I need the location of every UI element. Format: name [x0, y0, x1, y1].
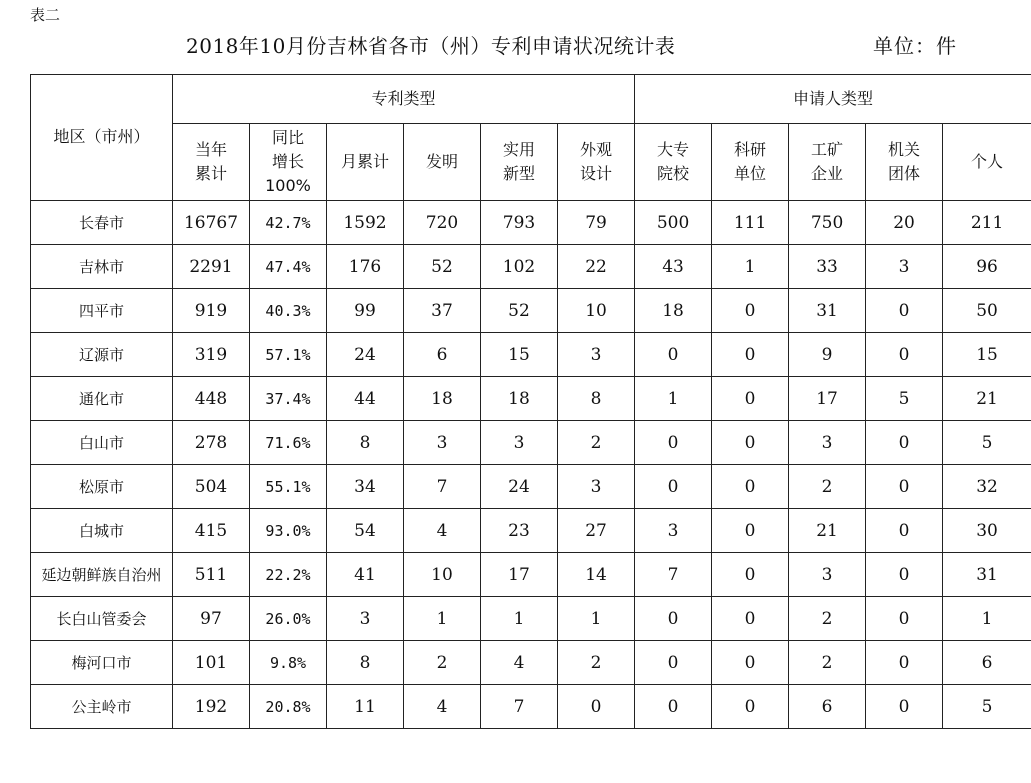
table-cell: 6 — [789, 685, 866, 729]
table-cell: 31 — [943, 553, 1031, 597]
table-cell: 20 — [866, 201, 943, 245]
table-cell: 111 — [712, 201, 789, 245]
table-cell: 9.8% — [250, 641, 327, 685]
table-cell: 79 — [558, 201, 635, 245]
table-cell: 415 — [173, 509, 250, 553]
table-cell: 50 — [943, 289, 1031, 333]
table-cell: 3 — [789, 553, 866, 597]
table-cell: 3 — [558, 465, 635, 509]
table-cell: 2 — [789, 641, 866, 685]
table-cell: 54 — [327, 509, 404, 553]
table-cell: 97 — [173, 597, 250, 641]
table-cell: 0 — [635, 641, 712, 685]
table-cell: 11 — [327, 685, 404, 729]
table-cell: 2 — [404, 641, 481, 685]
table-cell: 8 — [327, 421, 404, 465]
table-cell: 52 — [404, 245, 481, 289]
table-cell: 52 — [481, 289, 558, 333]
table-cell: 3 — [635, 509, 712, 553]
table-cell: 96 — [943, 245, 1031, 289]
table-cell: 3 — [481, 421, 558, 465]
table-cell: 24 — [481, 465, 558, 509]
table-cell: 3 — [327, 597, 404, 641]
table-cell: 0 — [866, 553, 943, 597]
table-cell: 0 — [635, 597, 712, 641]
region-cell: 长白山管委会 — [31, 597, 173, 641]
table-cell: 319 — [173, 333, 250, 377]
table-cell: 26.0% — [250, 597, 327, 641]
table-row — [31, 245, 1031, 289]
table-cell: 41 — [327, 553, 404, 597]
table-cell: 43 — [635, 245, 712, 289]
table-cell: 27 — [558, 509, 635, 553]
table-cell: 0 — [635, 465, 712, 509]
region-cell: 吉林市 — [31, 245, 173, 289]
table-cell: 20.8% — [250, 685, 327, 729]
table-cell: 18 — [635, 289, 712, 333]
table-cell: 7 — [404, 465, 481, 509]
table-cell: 0 — [866, 421, 943, 465]
table-cell: 1 — [558, 597, 635, 641]
table-cell: 500 — [635, 201, 712, 245]
table-cell: 5 — [943, 421, 1031, 465]
table-cell: 0 — [712, 597, 789, 641]
monthly-total-header: 月累计 — [327, 124, 404, 201]
table-cell: 720 — [404, 201, 481, 245]
table-cell: 176 — [327, 245, 404, 289]
table-cell: 10 — [404, 553, 481, 597]
table-cell: 2 — [558, 641, 635, 685]
annual-total-header: 当年 累计 — [173, 124, 250, 201]
table-cell: 5 — [943, 685, 1031, 729]
table-row — [31, 553, 1031, 597]
table-cell: 0 — [866, 685, 943, 729]
table-cell: 2 — [789, 597, 866, 641]
patent-statistics-table — [30, 74, 1031, 729]
table-cell: 2 — [558, 421, 635, 465]
region-cell: 公主岭市 — [31, 685, 173, 729]
table-cell: 0 — [635, 421, 712, 465]
region-cell: 辽源市 — [31, 333, 173, 377]
table-cell: 33 — [789, 245, 866, 289]
table-cell: 3 — [404, 421, 481, 465]
table-cell: 4 — [481, 641, 558, 685]
table-cell: 102 — [481, 245, 558, 289]
table-cell: 0 — [635, 333, 712, 377]
table-row — [31, 421, 1031, 465]
individual-header: 个人 — [943, 124, 1031, 201]
table-cell: 32 — [943, 465, 1031, 509]
table-cell: 0 — [712, 289, 789, 333]
table-cell: 0 — [635, 685, 712, 729]
table-cell: 99 — [327, 289, 404, 333]
table-cell: 0 — [712, 641, 789, 685]
table-cell: 71.6% — [250, 421, 327, 465]
region-cell: 白城市 — [31, 509, 173, 553]
table-cell: 0 — [712, 685, 789, 729]
table-cell: 0 — [558, 685, 635, 729]
region-cell: 四平市 — [31, 289, 173, 333]
table-cell: 750 — [789, 201, 866, 245]
table-cell: 0 — [712, 465, 789, 509]
table-cell: 1 — [404, 597, 481, 641]
region-header: 地区（市州） — [31, 75, 173, 201]
yoy-growth-header: 同比 增长 100% — [250, 124, 327, 201]
table-row — [31, 597, 1031, 641]
region-cell: 白山市 — [31, 421, 173, 465]
table-cell: 448 — [173, 377, 250, 421]
table-cell: 919 — [173, 289, 250, 333]
table-cell: 4 — [404, 685, 481, 729]
table-row — [31, 377, 1031, 421]
table-cell: 192 — [173, 685, 250, 729]
table-cell: 24 — [327, 333, 404, 377]
table-cell: 3 — [866, 245, 943, 289]
table-cell: 37 — [404, 289, 481, 333]
table-cell: 22.2% — [250, 553, 327, 597]
table-row — [31, 201, 1031, 245]
table-cell: 3 — [789, 421, 866, 465]
table-cell: 1 — [481, 597, 558, 641]
table-cell: 30 — [943, 509, 1031, 553]
invention-header: 发明 — [404, 124, 481, 201]
table-cell: 9 — [789, 333, 866, 377]
table-cell: 0 — [712, 377, 789, 421]
table-row — [31, 685, 1031, 729]
design-header: 外观 设计 — [558, 124, 635, 201]
table-cell: 0 — [712, 333, 789, 377]
table-row — [31, 289, 1031, 333]
table-cell: 57.1% — [250, 333, 327, 377]
table-cell: 2 — [789, 465, 866, 509]
table-cell: 17 — [481, 553, 558, 597]
table-cell: 34 — [327, 465, 404, 509]
table-cell: 101 — [173, 641, 250, 685]
table-cell: 44 — [327, 377, 404, 421]
table-cell: 278 — [173, 421, 250, 465]
table-cell: 23 — [481, 509, 558, 553]
table-cell: 0 — [712, 421, 789, 465]
table-cell: 1 — [712, 245, 789, 289]
table-cell: 7 — [635, 553, 712, 597]
table-cell: 31 — [789, 289, 866, 333]
table-cell: 21 — [789, 509, 866, 553]
table-cell: 0 — [712, 553, 789, 597]
table-cell: 10 — [558, 289, 635, 333]
table-cell: 55.1% — [250, 465, 327, 509]
table-cell: 6 — [404, 333, 481, 377]
table-cell: 8 — [327, 641, 404, 685]
table-cell: 40.3% — [250, 289, 327, 333]
table-label: 表二 — [30, 6, 61, 24]
region-cell: 梅河口市 — [31, 641, 173, 685]
table-cell: 14 — [558, 553, 635, 597]
table-cell: 1 — [635, 377, 712, 421]
table-cell: 0 — [866, 333, 943, 377]
table-cell: 7 — [481, 685, 558, 729]
table-cell: 6 — [943, 641, 1031, 685]
table-cell: 15 — [481, 333, 558, 377]
table-cell: 0 — [866, 641, 943, 685]
table-cell: 0 — [866, 597, 943, 641]
patent-type-group-header: 专利类型 — [173, 75, 635, 124]
unit-label: 单位：件 — [873, 34, 957, 58]
region-cell: 通化市 — [31, 377, 173, 421]
table-cell: 42.7% — [250, 201, 327, 245]
applicant-type-group-header: 申请人类型 — [635, 75, 1031, 124]
table-cell: 0 — [712, 509, 789, 553]
table-cell: 504 — [173, 465, 250, 509]
table-cell: 793 — [481, 201, 558, 245]
table-cell: 211 — [943, 201, 1031, 245]
table-cell: 47.4% — [250, 245, 327, 289]
enterprise-header: 工矿 企业 — [789, 124, 866, 201]
table-cell: 4 — [404, 509, 481, 553]
table-cell: 0 — [866, 509, 943, 553]
region-cell: 长春市 — [31, 201, 173, 245]
table-cell: 17 — [789, 377, 866, 421]
table-cell: 16767 — [173, 201, 250, 245]
document-title: 2018年10月份吉林省各市（州）专利申请状况统计表 — [186, 34, 676, 58]
table-row — [31, 465, 1031, 509]
table-cell: 15 — [943, 333, 1031, 377]
table-cell: 3 — [558, 333, 635, 377]
table-cell: 37.4% — [250, 377, 327, 421]
table-cell: 5 — [866, 377, 943, 421]
utility-model-header: 实用 新型 — [481, 124, 558, 201]
table-cell: 1592 — [327, 201, 404, 245]
table-cell: 8 — [558, 377, 635, 421]
table-cell: 21 — [943, 377, 1031, 421]
table-cell: 18 — [481, 377, 558, 421]
government-header: 机关 团体 — [866, 124, 943, 201]
table-cell: 22 — [558, 245, 635, 289]
table-cell: 0 — [866, 289, 943, 333]
table-cell: 2291 — [173, 245, 250, 289]
table-cell: 0 — [866, 465, 943, 509]
university-header: 大专 院校 — [635, 124, 712, 201]
region-cell: 松原市 — [31, 465, 173, 509]
table-row — [31, 509, 1031, 553]
table-row — [31, 333, 1031, 377]
research-institute-header: 科研 单位 — [712, 124, 789, 201]
region-cell: 延边朝鲜族自治州 — [31, 553, 173, 597]
table-cell: 93.0% — [250, 509, 327, 553]
table-row — [31, 641, 1031, 685]
table-cell: 1 — [943, 597, 1031, 641]
table-cell: 18 — [404, 377, 481, 421]
table-cell: 511 — [173, 553, 250, 597]
